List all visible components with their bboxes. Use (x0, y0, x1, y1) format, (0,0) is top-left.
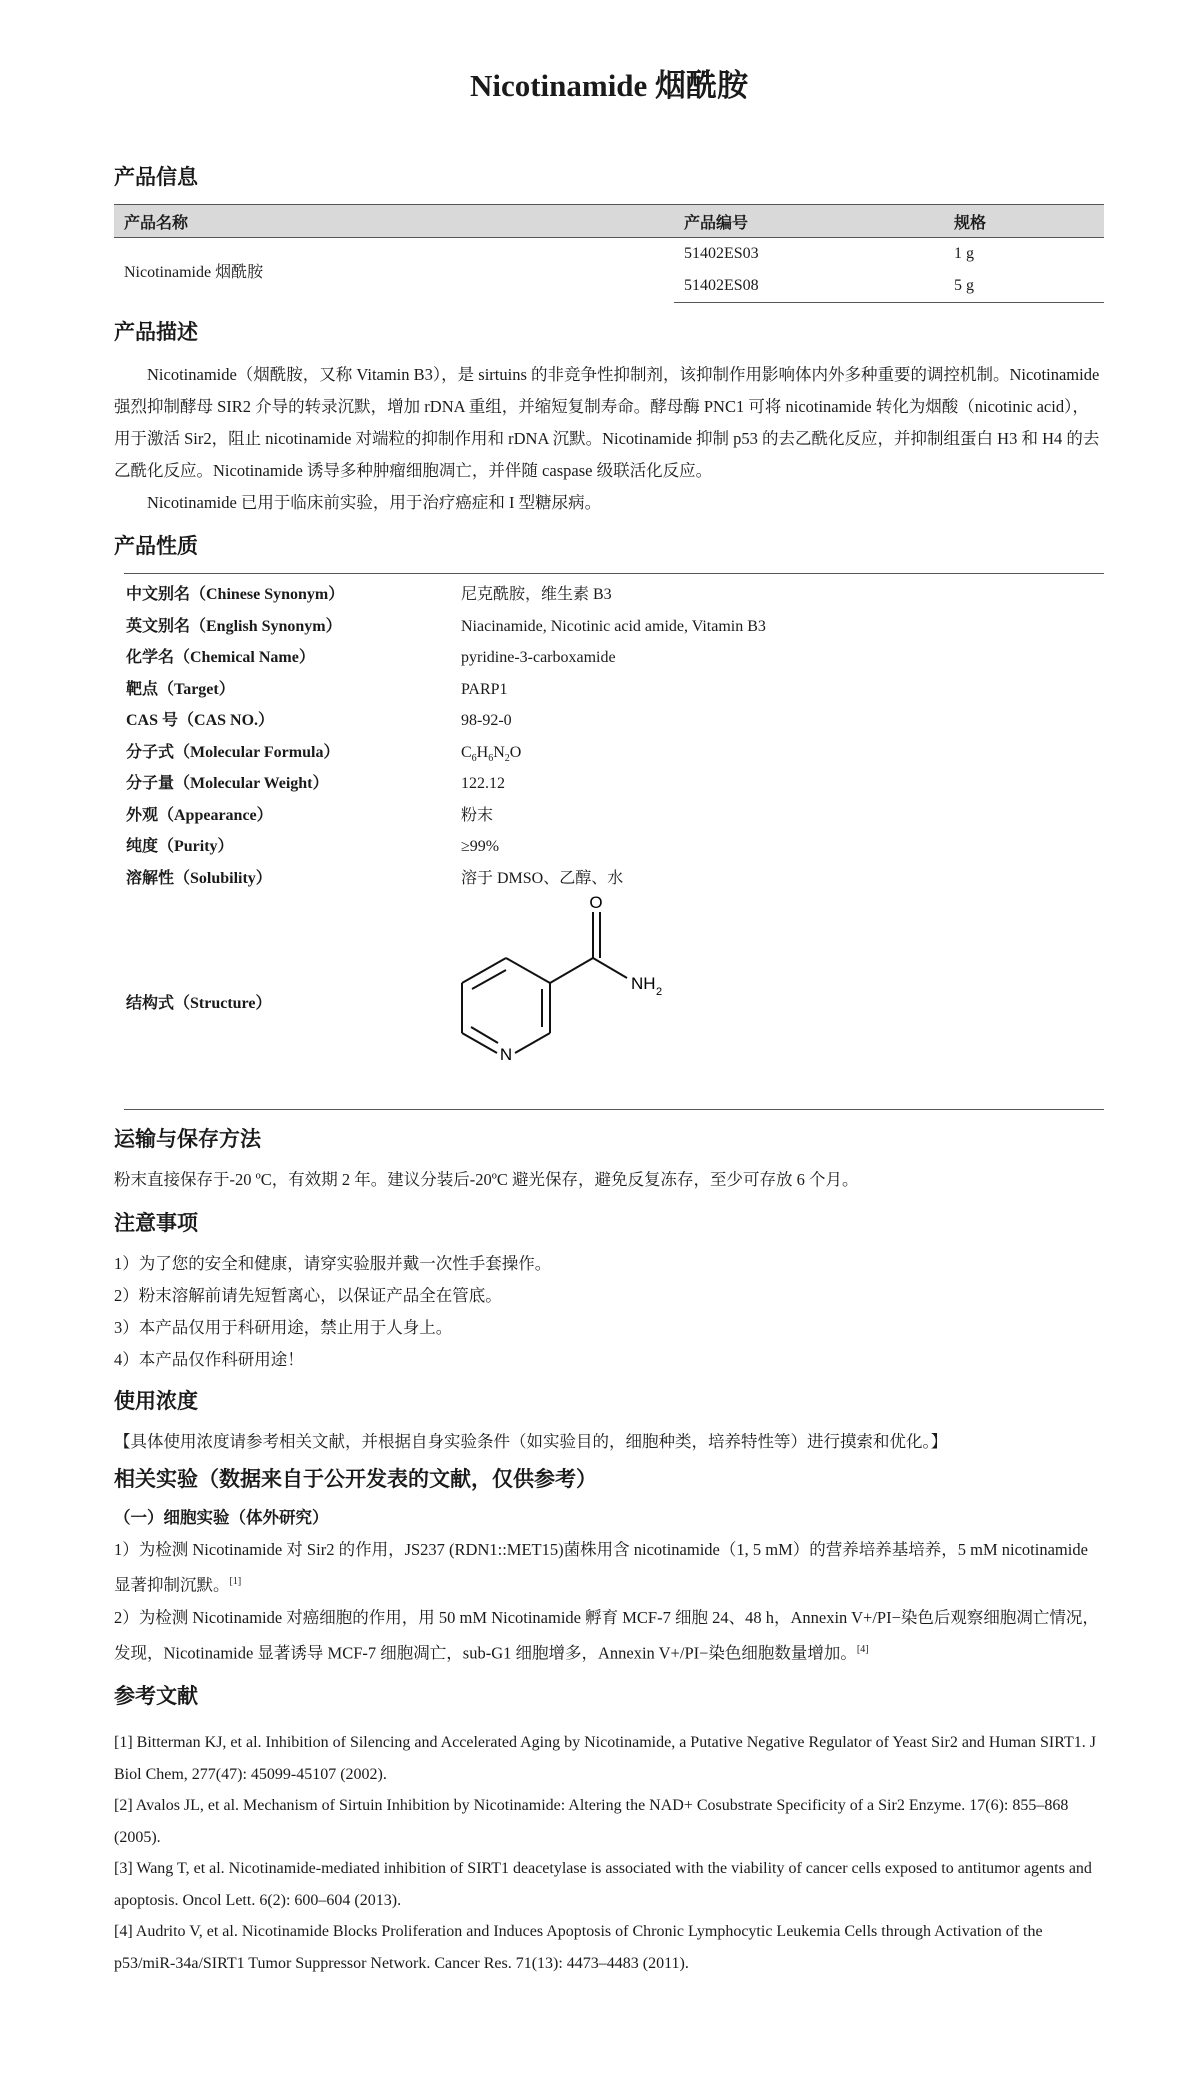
storage-heading: 运输与保存方法 (114, 1127, 261, 1151)
property-row (124, 579, 1104, 611)
references-heading: 参考文献 (114, 1684, 198, 1708)
property-row (124, 642, 1104, 674)
experiment-text: 2）为检测 Nicotinamide 对癌细胞的作用，用 50 mM Nicotinamide 孵育 MCF-7 细胞 24、48 h，Annexin V+/PI−染色后观察细胞凋亡情况，发现，Nicotinamide 显著诱导 MCF-7 细胞凋亡，sub-G1 细胞增多，Annexin V+/PI−染色细胞数量增加。 (114, 1607, 1099, 1662)
concentration-heading: 使用浓度 (114, 1389, 198, 1413)
description-heading: 产品描述 (114, 320, 198, 344)
formula-subscript: 6 (488, 752, 494, 764)
experiments-heading: 相关实验（数据来自于公开发表的文献，仅供参考） (114, 1467, 597, 1491)
property-value: 粉末 (461, 806, 494, 824)
property-value: ≥99% (461, 838, 500, 855)
reference-item: [2] Avalos JL, et al. Mechanism of Sirtuin Inhibition by Nicotinamide: Altering the NAD+ Cosubstrate Specificity of a Sir2 Enzyme. 17(6): 855–868 (2005). (114, 1797, 1069, 1846)
column-header: 产品编号 (674, 205, 944, 238)
property-row (124, 863, 1104, 895)
property-row (124, 768, 1104, 800)
product-info-table (114, 204, 1104, 303)
property-value: 溶于 DMSO、乙醇、水 (461, 869, 624, 887)
product-spec-cell: 1 g (954, 245, 974, 262)
property-value: pyridine-3-carboxamide (461, 649, 616, 666)
formula-symbol: N (493, 743, 505, 761)
product-spec-cell: 5 g (944, 270, 1104, 303)
property-label: 溶解性（Solubility） (126, 869, 272, 887)
concentration-text: 【具体使用浓度请参考相关文献，并根据自身实验条件（如实验目的，细胞种类，培养特性等）进行摸索和优化。】 (114, 1432, 948, 1451)
references-list (114, 1727, 1104, 1979)
table-header-row (114, 205, 1104, 238)
property-value: 尼克酰胺，维生素 B3 (461, 586, 612, 603)
table-row (114, 238, 1104, 271)
amine-subscript: 2 (656, 986, 663, 998)
pyridine-ring (462, 958, 550, 1053)
product-code-cell: 51402ES03 (684, 245, 759, 262)
list-item: 4）本产品仅作科研用途！ (114, 1350, 304, 1369)
list-item: 2）粉末溶解前请先短暂离心，以保证产品全在管底。 (114, 1286, 502, 1305)
citation-marker: [4] (856, 1643, 869, 1655)
formula-symbol: C (461, 743, 472, 761)
property-label: 纯度（Purity） (126, 838, 234, 855)
property-value: PARP1 (461, 680, 508, 698)
property-row (124, 611, 1104, 643)
reference-item: [4] Audrito V, et al. Nicotinamide Blocks Proliferation and Induces Apoptosis of Chronic Lymphocytic Leukemia Cells through Activation of the p53/miR-34a/SIRT1 Tumor Suppressor Network. Cancer Res. 71(13): 4473–4483 (2011). (114, 1923, 1043, 1972)
column-header: 产品名称 (114, 205, 674, 238)
formula-subscript: 2 (504, 752, 510, 764)
property-label: 分子式（Molecular Formula） (126, 743, 340, 761)
product-name-cell: Nicotinamide 烟酰胺 (124, 263, 264, 281)
list-item: 3）本产品仅用于科研用途，禁止用于人身上。 (114, 1318, 453, 1337)
property-row-structure (124, 894, 1104, 1109)
notes-heading: 注意事项 (114, 1211, 198, 1235)
datasheet-page (114, 0, 1104, 1979)
structure-cell (461, 894, 1104, 1109)
molecular-formula (461, 737, 1104, 769)
notes-list (114, 1248, 1104, 1376)
property-label: 中文别名（Chinese Synonym） (126, 586, 345, 603)
property-row (124, 705, 1104, 737)
experiment-text: 1）为检测 Nicotinamide 对 Sir2 的作用，JS237 (RDN1::MET15)菌株用含 nicotinamide（1, 5 mM）的营养培养基培养，5 mM nicotinamide 显著抑制沉默。 (114, 1540, 1088, 1595)
storage-text: 粉末直接保存于-20 ºC，有效期 2 年。建议分装后-20ºC 避光保存，避免反复冻存，至少可存放 6 个月。 (114, 1170, 859, 1189)
property-label: CAS 号（CAS NO.） (126, 712, 275, 729)
property-value: Niacinamide, Nicotinic acid amide, Vitamin B3 (461, 617, 766, 635)
property-label: 化学名（Chemical Name） (126, 649, 315, 666)
property-value: 122.12 (461, 775, 505, 792)
oxygen-atom-label: O (589, 894, 603, 912)
description-paragraph: Nicotinamide（烟酰胺，又称 Vitamin B3），是 sirtuins 的非竞争性抑制剂，该抑制作用影响体内外多种重要的调控机制。Nicotinamide 强烈抑制酵母 SIR2 介导的转录沉默，增加 rDNA 重组，并缩短复制寿命。酵母酶 PNC1 可将 nicotinamide 转化为烟酸（nicotinic acid），用于激活 Sir2，阻止 nicotinamide 对端粒的抑制作用和 rDNA 沉默。Nicotinamide 抑制 p53 的去乙酰化反应，并抑制组蛋白 H3 和 H4 的去乙酰化反应。Nicotinamide 诱导多种肿瘤细胞凋亡，并伴随 caspase 级联活化反应。 (114, 365, 1100, 480)
property-label: 分子量（Molecular Weight） (126, 775, 329, 792)
citation-marker: [1] (229, 1576, 242, 1587)
reference-item: [1] Bitterman KJ, et al. Inhibition of Silencing and Accelerated Aging by Nicotinamide, a Putative Negative Regulator of Yeast Sir2 and Human SIRT1. J Biol Chem, 277(47): 45099-45107 (2002). (114, 1734, 1096, 1783)
formula-symbol: H (476, 743, 489, 761)
property-row (124, 737, 1104, 769)
properties-heading: 产品性质 (114, 534, 198, 558)
product-code-cell: 51402ES08 (674, 270, 944, 303)
experiment-item (114, 1602, 1104, 1670)
page-title: Nicotinamide 烟酰胺 (469, 68, 749, 103)
property-row (124, 800, 1104, 832)
property-value: 98-92-0 (461, 712, 512, 729)
column-header: 规格 (944, 205, 1104, 238)
property-label: 英文别名（English Synonym） (126, 617, 342, 635)
property-label: 靶点（Target） (126, 680, 235, 698)
property-label: 结构式（Structure） (126, 995, 272, 1012)
description-body (114, 359, 1104, 519)
experiments-subheading: （一）细胞实验（体外研究） (114, 1508, 329, 1527)
properties-table (124, 573, 1104, 1110)
property-label: 外观（Appearance） (126, 806, 273, 824)
formula-subscript: 6 (471, 752, 477, 764)
experiment-item (114, 1534, 1104, 1602)
formula-symbol: O (509, 743, 522, 761)
list-item: 1）为了您的安全和健康，请穿实验服并戴一次性手套操作。 (114, 1254, 552, 1273)
ring-nitrogen-label: N (499, 1045, 513, 1064)
amide-group (550, 912, 627, 983)
amine-atom-label: NH (631, 974, 656, 993)
property-row (124, 674, 1104, 706)
product-info-heading: 产品信息 (114, 165, 198, 189)
reference-item: [3] Wang T, et al. Nicotinamide-mediated inhibition of SIRT1 deacetylase is associated with the viability of cancer cells exposed to antitumor agents and apoptosis. Oncol Lett. 6(2): 600–604 (2013). (114, 1860, 1092, 1909)
property-row (124, 831, 1104, 863)
nicotinamide-structure-diagram (461, 894, 721, 1104)
description-paragraph: Nicotinamide 已用于临床前实验，用于治疗癌症和 I 型糖尿病。 (147, 493, 602, 512)
